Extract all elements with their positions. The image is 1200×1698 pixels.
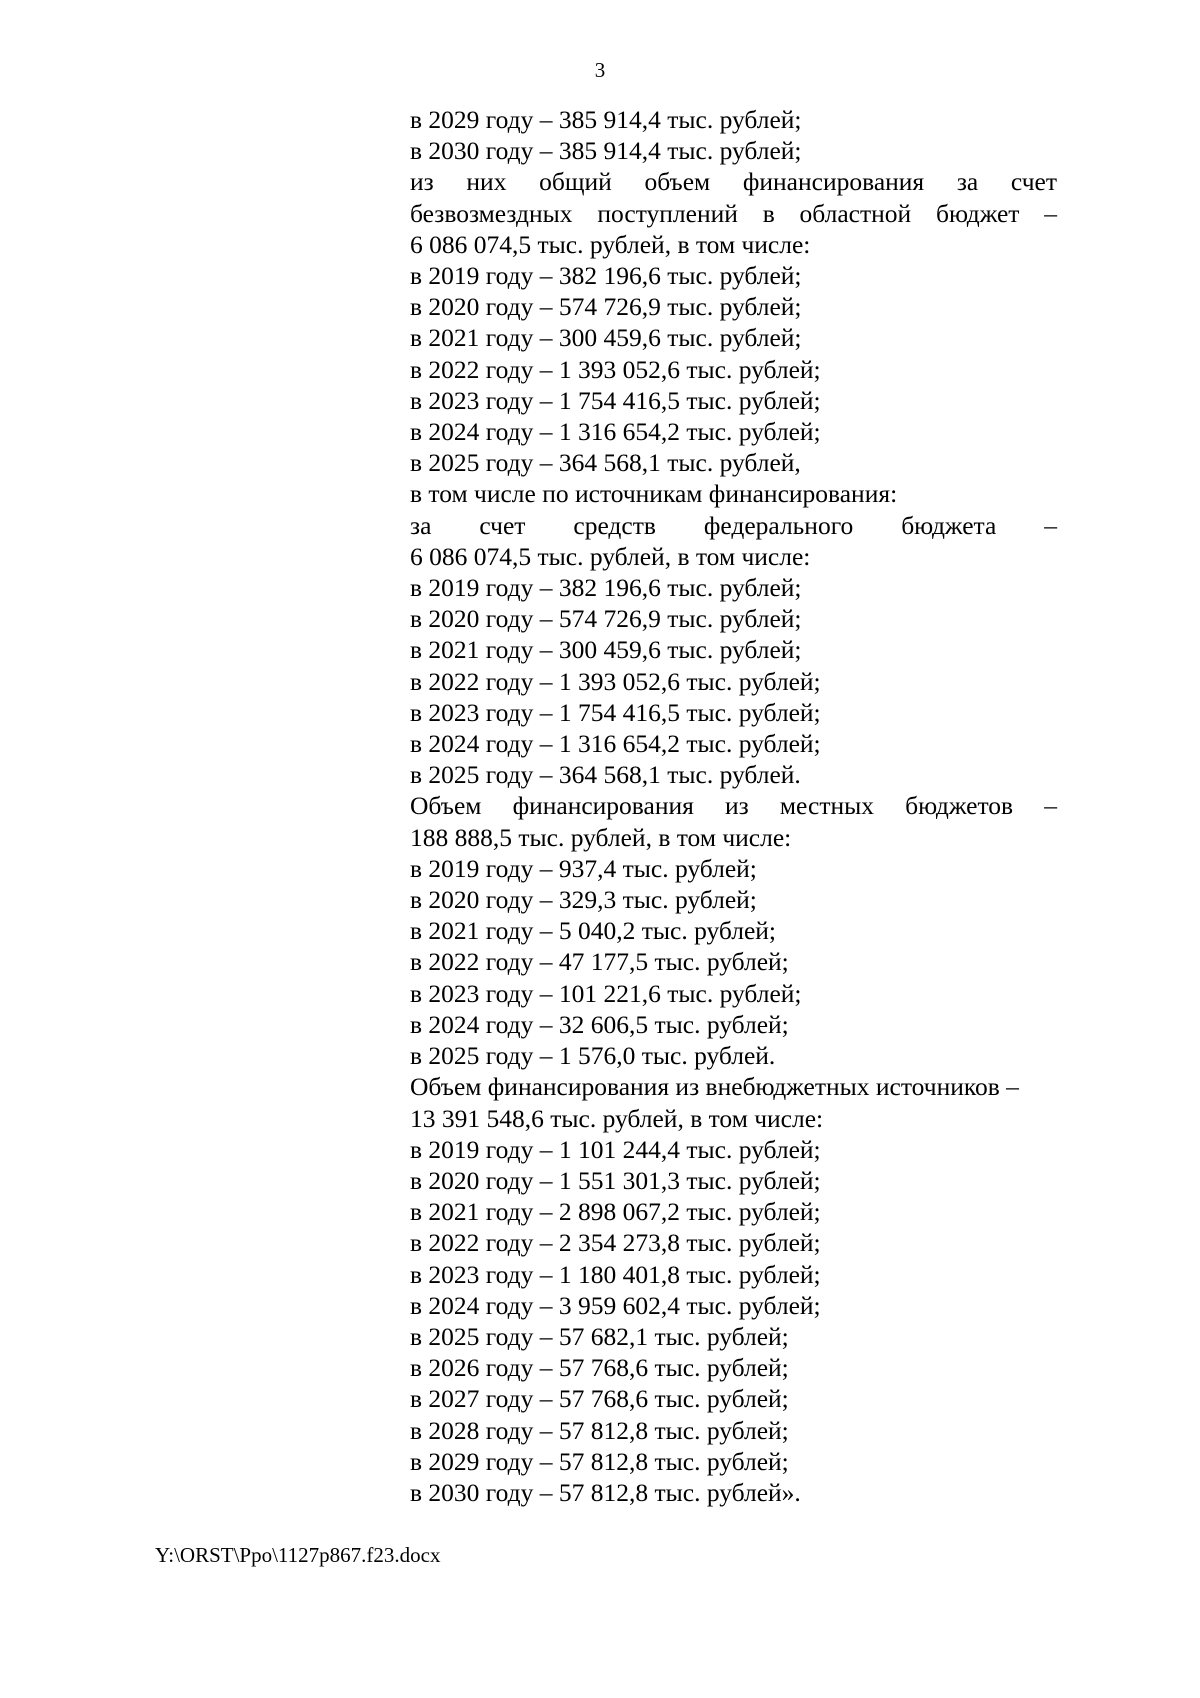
document-line: в 2021 году – 300 459,6 тыс. рублей; bbox=[410, 635, 802, 665]
document-body bbox=[410, 104, 1057, 1508]
document-line: в 2025 году – 57 682,1 тыс. рублей; bbox=[410, 1321, 789, 1351]
document-line: в 2029 году – 57 812,8 тыс. рублей; bbox=[410, 1446, 789, 1476]
document-line: в 2022 году – 2 354 273,8 тыс. рублей; bbox=[410, 1228, 821, 1258]
document-line: за счет средств федерального бюджета – bbox=[410, 510, 1057, 540]
document-line: в 2022 году – 1 393 052,6 тыс. рублей; bbox=[410, 354, 821, 384]
document-line: в 2021 году – 2 898 067,2 тыс. рублей; bbox=[410, 1197, 821, 1227]
document-line: в 2025 году – 1 576,0 тыс. рублей. bbox=[410, 1041, 776, 1071]
document-line: в 2024 году – 1 316 654,2 тыс. рублей; bbox=[410, 417, 821, 447]
document-line: 6 086 074,5 тыс. рублей, в том числе: bbox=[410, 229, 811, 259]
document-line: в 2023 году – 1 180 401,8 тыс. рублей; bbox=[410, 1259, 821, 1289]
document-line: в 2020 году – 1 551 301,3 тыс. рублей; bbox=[410, 1165, 821, 1195]
document-line: в 2023 году – 101 221,6 тыс. рублей; bbox=[410, 978, 802, 1008]
document-line: из них общий объем финансирования за счет безвозмездных поступлений в областной бюджет – bbox=[410, 167, 1057, 228]
document-line: в 2024 году – 3 959 602,4 тыс. рублей; bbox=[410, 1290, 821, 1320]
page-number: 3 bbox=[594, 58, 606, 82]
document-line: Объем финансирования из местных бюджетов – bbox=[410, 791, 1057, 821]
document-line: в 2019 году – 937,4 тыс. рублей; bbox=[410, 853, 757, 883]
document-line: в 2030 году – 57 812,8 тыс. рублей». bbox=[410, 1477, 801, 1507]
document-line: в 2025 году – 364 568,1 тыс. рублей. bbox=[410, 760, 801, 790]
document-line: в 2020 году – 574 726,9 тыс. рублей; bbox=[410, 292, 802, 322]
document-line: в 2021 году – 300 459,6 тыс. рублей; bbox=[410, 323, 802, 353]
footer-file-path: Y:\ORST\Ppo\1127p867.f23.docx bbox=[155, 1543, 441, 1567]
document-line: в 2030 году – 385 914,4 тыс. рублей; bbox=[410, 136, 802, 166]
document-line: в 2028 году – 57 812,8 тыс. рублей; bbox=[410, 1415, 789, 1445]
document-line: в 2023 году – 1 754 416,5 тыс. рублей; bbox=[410, 385, 821, 415]
document-line: Объем финансирования из внебюджетных источников – bbox=[410, 1072, 1019, 1102]
document-line: в 2024 году – 32 606,5 тыс. рублей; bbox=[410, 1009, 789, 1039]
document-line: в 2019 году – 382 196,6 тыс. рублей; bbox=[410, 573, 802, 603]
document-line: в 2022 году – 1 393 052,6 тыс. рублей; bbox=[410, 666, 821, 696]
document-line: в 2019 году – 1 101 244,4 тыс. рублей; bbox=[410, 1134, 821, 1164]
document-line: в 2027 году – 57 768,6 тыс. рублей; bbox=[410, 1384, 789, 1414]
document-line: 6 086 074,5 тыс. рублей, в том числе: bbox=[410, 541, 811, 571]
document-line: в 2019 году – 382 196,6 тыс. рублей; bbox=[410, 261, 802, 291]
document-line: в 2025 году – 364 568,1 тыс. рублей, bbox=[410, 448, 801, 478]
document-line: в 2020 году – 574 726,9 тыс. рублей; bbox=[410, 604, 802, 634]
document-line: в 2021 году – 5 040,2 тыс. рублей; bbox=[410, 916, 777, 946]
document-line: в том числе по источникам финансирования: bbox=[410, 479, 898, 509]
document-line: в 2024 году – 1 316 654,2 тыс. рублей; bbox=[410, 729, 821, 759]
document-line: в 2029 году – 385 914,4 тыс. рублей; bbox=[410, 105, 802, 134]
document-line: в 2023 году – 1 754 416,5 тыс. рублей; bbox=[410, 697, 821, 727]
document-line: 13 391 548,6 тыс. рублей, в том числе: bbox=[410, 1103, 824, 1133]
document-line: 188 888,5 тыс. рублей, в том числе: bbox=[410, 822, 792, 852]
document-line: в 2022 году – 47 177,5 тыс. рублей; bbox=[410, 947, 789, 977]
document-line: в 2026 году – 57 768,6 тыс. рублей; bbox=[410, 1353, 789, 1383]
document-line: в 2020 году – 329,3 тыс. рублей; bbox=[410, 885, 757, 915]
